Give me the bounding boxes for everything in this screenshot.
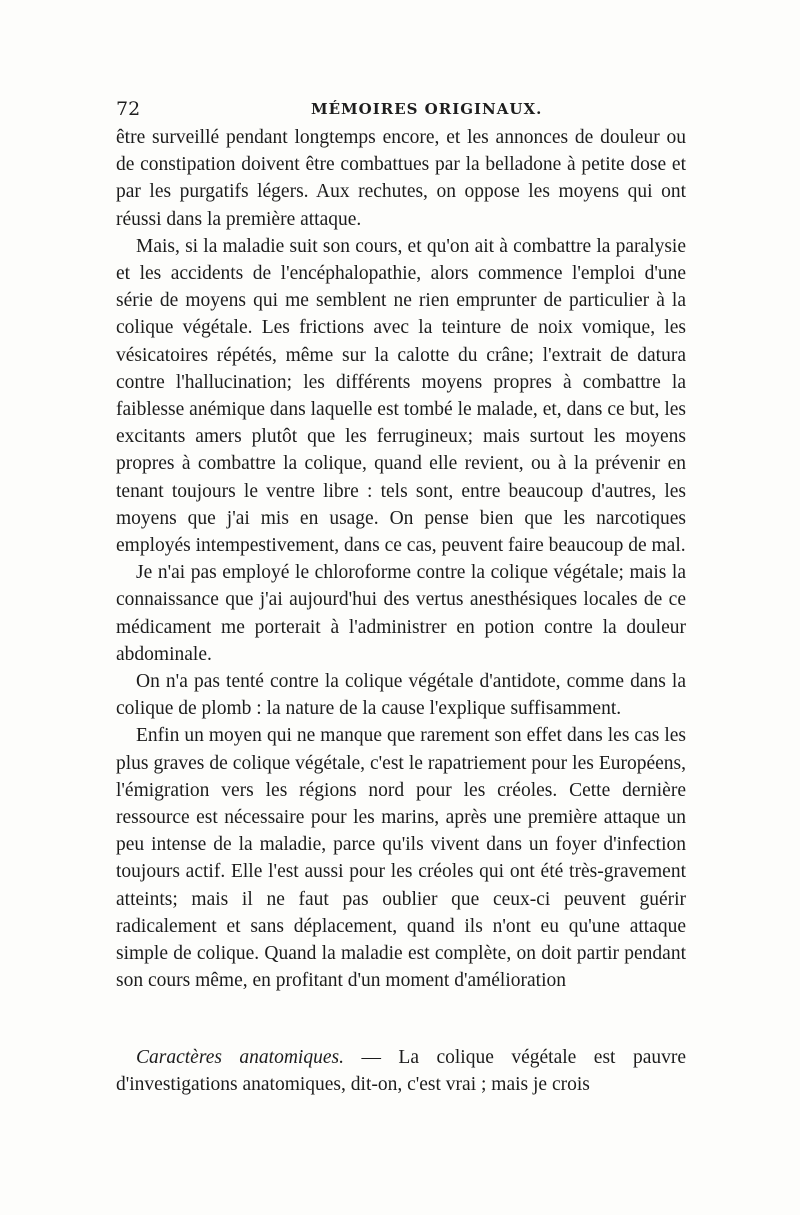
section-dash: — (343, 1046, 399, 1068)
paragraph-continuation: être surveillé pendant longtemps encore, et les annonces de douleur ou de constipation doivent être combattues par la belladone à petite dose et par les purgatifs légers. Aux rechutes, on oppose les moyens qui ont réussi dans la première attaque. (116, 127, 686, 230)
running-title: MÉMOIRES ORIGINAUX. (311, 100, 543, 118)
paragraph-repatriation: Enfin un moyen qui ne manque que rarement son effet dans les cas les plus graves de colique végétale, c'est le rapatriement pour les Européens, l'émigration vers les régions nord pour les créoles. Cette dernière ressource est nécessaire pour les marins, après une première attaque un peu intense de la maladie, parce qu'ils vivent dans un foyer d'infection toujours actif. Elle l'est aussi pour les créoles qui ont été très-gravement atteints; mais il ne faut pas oublier que ceux-ci peuvent guérir radicalement et sans déplacement, quand ils n'ont eu qu'une attaque simple de colique. Quand la maladie est complète, on doit partir pendant son cours même, en profitant d'un moment d'amélioration (116, 725, 686, 992)
page-header (116, 98, 686, 122)
paragraph-treatment: Mais, si la maladie suit son cours, et qu'on ait à combattre la paralysie et les accidents de l'encéphalopathie, alors commence l'emploi d'une série de moyens qui me semblent ne rien emprunter de particulier à la colique végétale. Les frictions avec la teinture de noix vomique, les vésicatoires répétés, même sur la calotte du crâne; l'extrait de datura contre l'hallucination; les différents moyens propres à combattre la faiblesse anémique dans laquelle est tombé le malade, et, dans ce but, les excitants amers plutôt que les ferrugineux; mais surtout les moyens propres à combattre la colique, quand elle revient, ou à la prévenir en tenant toujours le ventre libre : tels sont, entre beaucoup d'autres, les moyens que j'ai mis en usage. On pense bien que les narcotiques employés intempestivement, dans ce cas, peuvent faire beaucoup de mal. (116, 235, 686, 557)
page-number: 72 (116, 98, 141, 120)
paragraph-antidote: On n'a pas tenté contre la colique végétale d'antidote, comme dans la colique de plomb : la nature de la cause l'explique suffisamment. (116, 671, 686, 720)
section-gap (116, 995, 686, 1044)
body-text (116, 124, 686, 1098)
paragraph-anatomical (116, 1044, 686, 1098)
section-text: La colique végétale est pauvre d'investigations anatomiques, dit-on, c'est vrai ; mais je crois (116, 1046, 686, 1095)
section-title: Caractères anatomiques. (136, 1046, 344, 1068)
paragraph-chloroform: Je n'ai pas employé le chloroforme contre la colique végétale; mais la connaissance que j'ai aujourd'hui des vertus anesthésiques locales de ce médicament me porterait à l'administrer en potion contre la douleur abdominale. (116, 562, 686, 665)
